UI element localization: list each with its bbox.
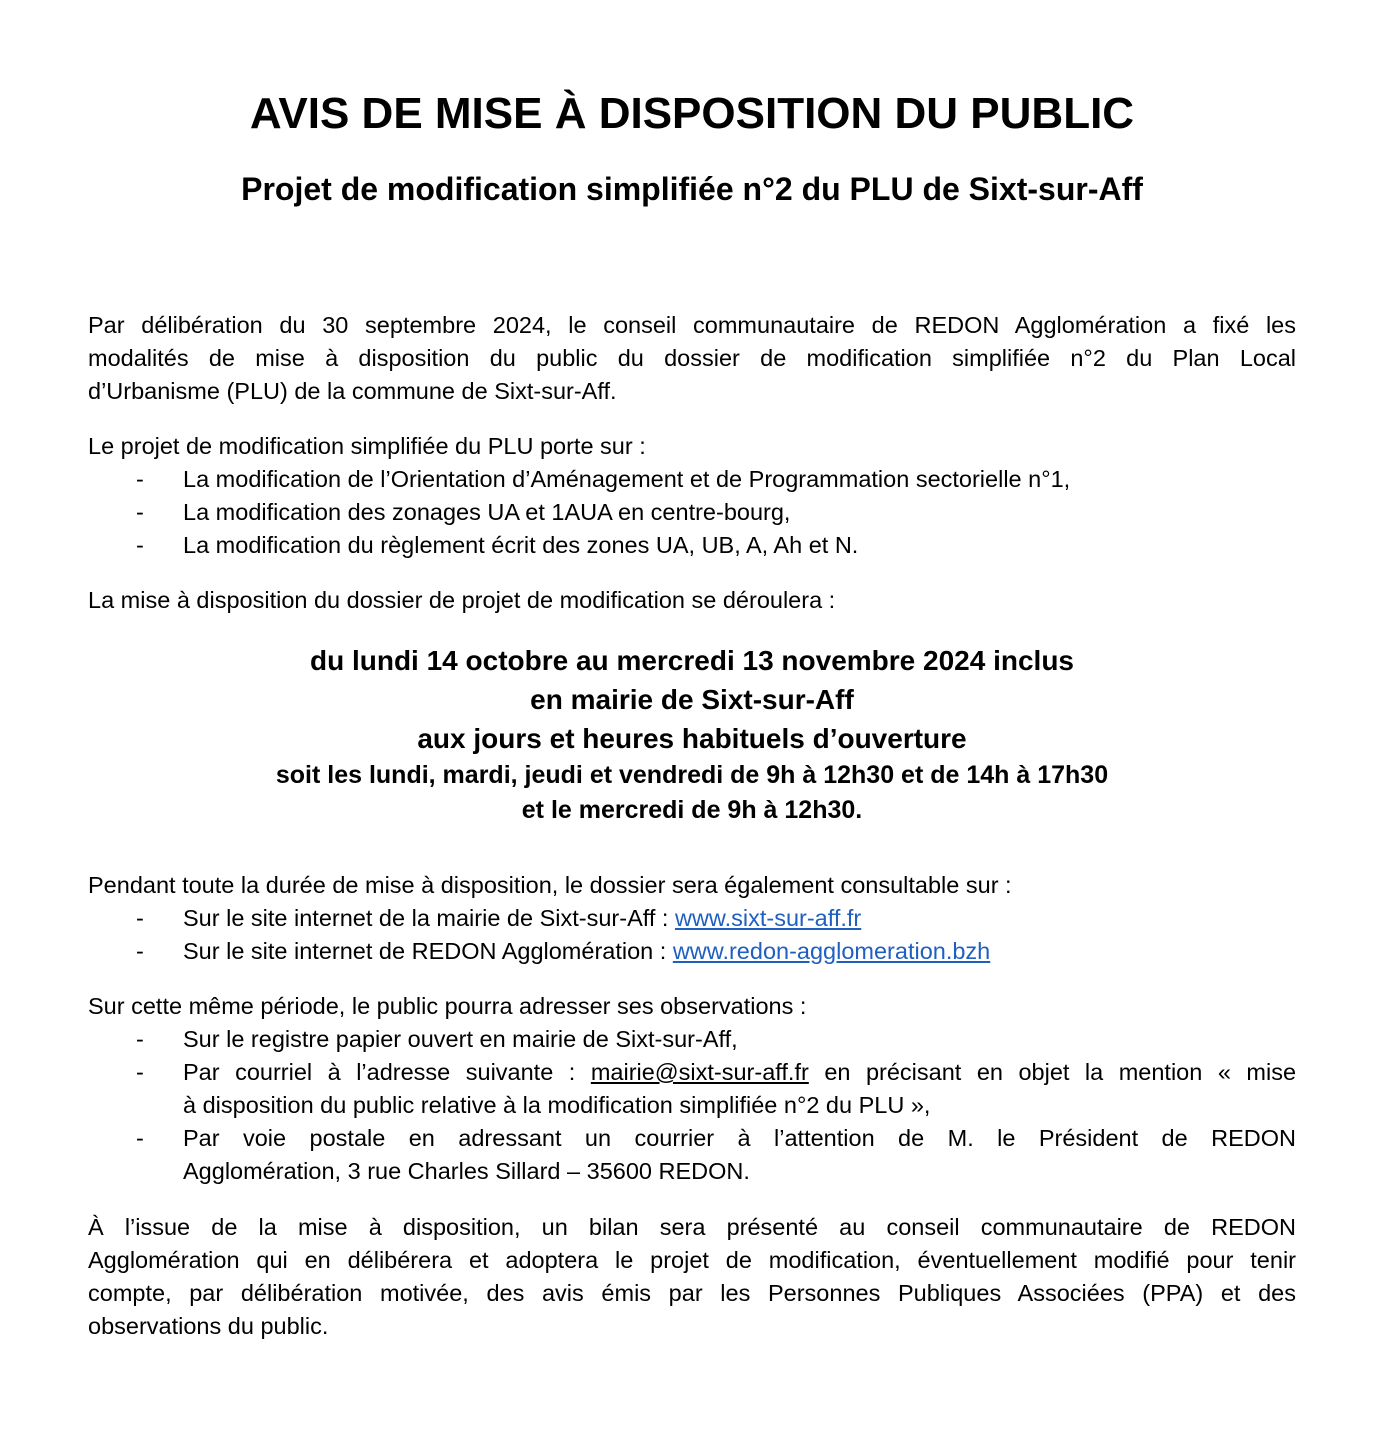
- list-item: [88, 496, 1296, 529]
- list-item-line: à disposition du public relative à la modification simplifiée n°2 du PLU »,: [183, 1092, 931, 1118]
- period-block: [88, 641, 1296, 828]
- projet-list: [88, 463, 1296, 562]
- intro-line: d’Urbanisme (PLU) de la commune de Sixt-sur-Aff.: [88, 378, 617, 404]
- dash-bullet: -: [136, 938, 144, 964]
- conclusion-paragraph: [88, 1211, 1296, 1343]
- list-item-text: La modification du règlement écrit des zones UA, UB, A, Ah et N.: [183, 532, 859, 558]
- list-item: [88, 463, 1296, 496]
- conclusion-line: À l’issue de la mise à disposition, un bilan sera présenté au conseil communautaire de REDON: [88, 1214, 1296, 1240]
- list-item-line: [183, 1056, 1296, 1089]
- consultation-section: [88, 869, 1296, 968]
- list-item-text: La modification des zonages UA et 1AUA en centre-bourg,: [183, 499, 791, 525]
- list-item-text: Par courriel à l’adresse suivante :: [183, 1059, 591, 1085]
- conclusion-line: observations du public.: [88, 1313, 329, 1339]
- dash-bullet: -: [136, 532, 144, 558]
- period-dates: du lundi 14 octobre au mercredi 13 novembre 2024 inclus: [309, 645, 1075, 676]
- dash-bullet: -: [136, 466, 144, 492]
- list-item: [88, 529, 1296, 562]
- period-place: en mairie de Sixt-sur-Aff: [530, 684, 854, 715]
- conclusion-line: Agglomération qui en délibérera et adoptera le projet de modification, éventuellement modifié pour tenir: [88, 1247, 1296, 1273]
- conclusion-line: compte, par délibération motivée, des avis émis par les Personnes Publiques Associées (PPA) et des: [88, 1280, 1296, 1306]
- observations-lead: Sur cette même période, le public pourra adresser ses observations :: [88, 993, 807, 1019]
- page-subtitle: Projet de modification simplifiée n°2 du PLU de Sixt-sur-Aff: [241, 171, 1143, 207]
- consultation-list: [88, 902, 1296, 968]
- intro-paragraph: [88, 309, 1296, 408]
- dash-bullet: -: [136, 1125, 144, 1151]
- list-item: [88, 1122, 1296, 1188]
- list-item: [88, 1023, 1296, 1056]
- list-item: [88, 1056, 1296, 1122]
- projet-lead: Le projet de modification simplifiée du PLU porte sur :: [88, 433, 646, 459]
- list-item-text: Sur le site internet de REDON Agglomération :: [183, 938, 673, 964]
- period-hours-wednesday: et le mercredi de 9h à 12h30.: [521, 796, 863, 824]
- mairie-website-link[interactable]: www.sixt-sur-aff.fr: [674, 905, 862, 931]
- list-item-text: La modification de l’Orientation d’Aménagement et de Programmation sectorielle n°1,: [183, 466, 1071, 492]
- period-hours-intro: aux jours et heures habituels d’ouverture: [417, 723, 967, 754]
- observations-list: [88, 1023, 1296, 1188]
- intro-line: Par délibération du 30 septembre 2024, le conseil communautaire de REDON Agglomération a fixé les: [88, 312, 1296, 338]
- email-link[interactable]: mairie@sixt-sur-aff.fr: [590, 1059, 809, 1085]
- deroulement-section: [88, 584, 1296, 617]
- agglomeration-website-link[interactable]: www.redon-agglomeration.bzh: [672, 938, 991, 964]
- list-item-line: Par voie postale en adressant un courrier à l’attention de M. le Président de REDON: [183, 1125, 1296, 1151]
- list-item-text: en précisant en objet la mention « mise: [808, 1059, 1297, 1085]
- observations-section: [88, 990, 1296, 1188]
- dash-bullet: -: [136, 499, 144, 525]
- dash-bullet: -: [136, 1026, 144, 1052]
- list-item-line: Agglomération, 3 rue Charles Sillard – 35600 REDON.: [183, 1158, 750, 1184]
- deroulement-lead: La mise à disposition du dossier de projet de modification se déroulera :: [88, 587, 836, 613]
- list-item-text: Sur le site internet de la mairie de Sixt-sur-Aff :: [183, 905, 675, 931]
- page-title: AVIS DE MISE À DISPOSITION DU PUBLIC: [249, 89, 1135, 138]
- list-item-text: Sur le registre papier ouvert en mairie de Sixt-sur-Aff,: [183, 1026, 738, 1052]
- list-item: [88, 935, 1296, 968]
- dash-bullet: -: [136, 905, 144, 931]
- dash-bullet: -: [136, 1059, 144, 1085]
- consultation-lead: Pendant toute la durée de mise à disposition, le dossier sera également consultable sur :: [88, 872, 1012, 898]
- projet-section: [88, 430, 1296, 562]
- period-hours-week: soit les lundi, mardi, jeudi et vendredi de 9h à 12h30 et de 14h à 17h30: [275, 761, 1109, 789]
- intro-line: modalités de mise à disposition du public du dossier de modification simplifiée n°2 du Plan Local: [88, 345, 1296, 371]
- list-item: [88, 902, 1296, 935]
